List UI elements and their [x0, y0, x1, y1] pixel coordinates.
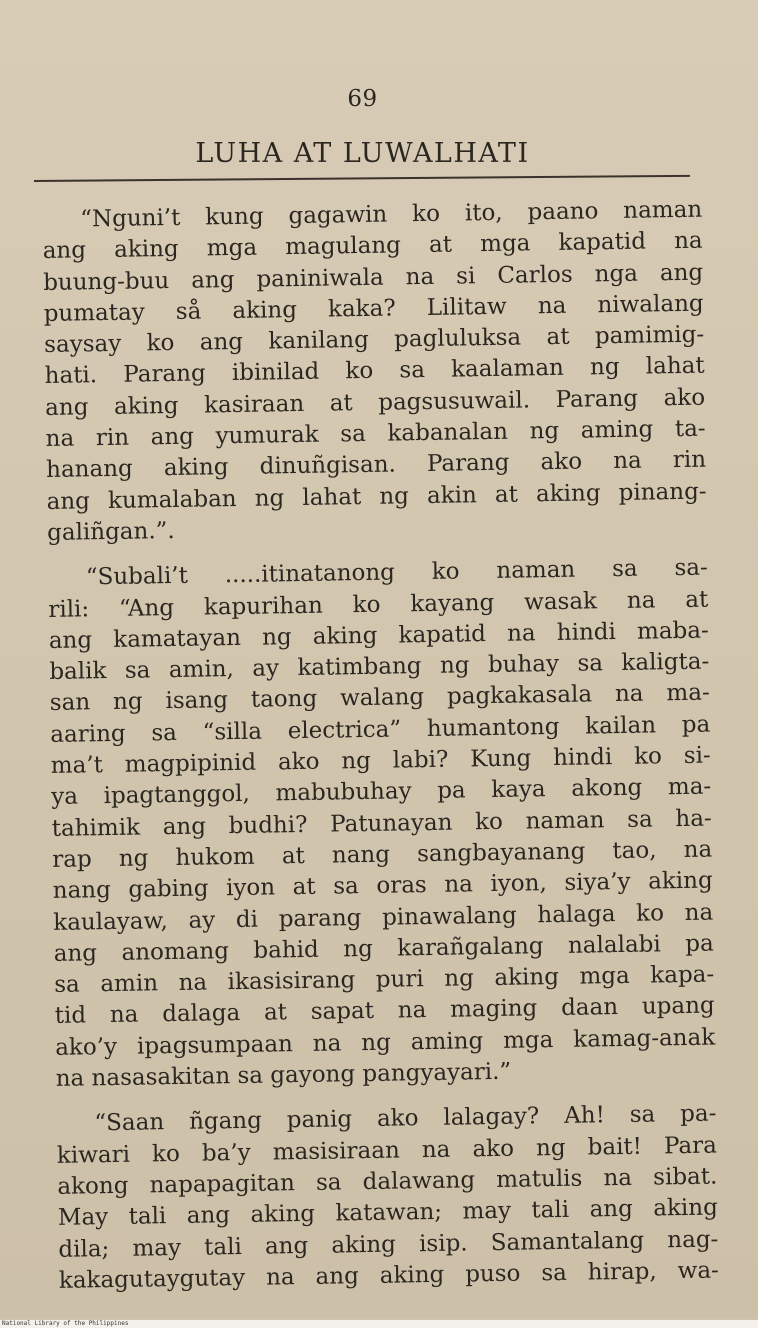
text-line: kaulayaw, ay di parang pinawalang halaga ko na	[53, 899, 714, 936]
text-line: ang kamatayan ng aking kapatid na hindi maba-	[48, 617, 709, 654]
text-line: tahimik ang budhi? Patunayan ko naman sa ha-	[51, 805, 712, 842]
text-line: buung-buu ang paniniwala na si Carlos nga ang	[43, 259, 704, 296]
library-credit: National Library of the Philippines	[0, 1320, 758, 1328]
text-line: “Saan ñgang panig ako lalagay? Ah! sa pa-	[94, 1100, 717, 1137]
text-line: ya ipagtanggol, mabubuhay pa kaya akong ma-	[51, 773, 712, 811]
paragraph-1	[42, 195, 707, 550]
body-text	[42, 195, 719, 1311]
text-line: kiwari ko ba’y masisiraan na ako ng bait! Para	[56, 1132, 718, 1169]
text-line: na nasasakitan sa gayong pangyayari.”	[55, 1058, 512, 1092]
text-line: “Subali’t .....itinatanong ko naman sa sa-	[85, 554, 708, 591]
text-line: san ng isang taong walang pagkakasala na ma-	[49, 680, 710, 717]
text-line: rili: “Ang kapurihan ko kayang wasak na at	[48, 586, 709, 623]
text-line: dila; may tali ang aking isip. Samantalang nag-	[58, 1226, 719, 1263]
text-line: galiñgan.”.	[46, 517, 175, 546]
text-line: pumatay så aking kaka? Lilitaw na niwalang	[43, 290, 704, 327]
text-line: akong napapagitan sa dalawang matulis na sibat.	[57, 1163, 718, 1200]
text-line: hati. Parang ibinilad ko sa kaalaman ng lahat	[44, 353, 705, 390]
text-line: “Nguni’t kung gagawin ko ito, paano naman	[80, 196, 703, 233]
text-line: nang gabing iyon at sa oras na iyon, siya’y aking	[52, 867, 713, 905]
paragraph-2	[48, 553, 716, 1095]
paragraph-3	[56, 1099, 719, 1297]
text-line: rap ng hukom at nang sangbayanang tao, na	[52, 836, 713, 873]
text-line: saysay ko ang kanilang pagluluksa at pamimig-	[43, 321, 705, 359]
text-line: kakagutaygutay na ang aking puso sa hirap, wa-	[58, 1257, 720, 1294]
text-line: ma’t magpipinid ako ng labi? Kung hindi ko si-	[50, 742, 711, 779]
text-line: ang aking mga magulang at mga kapatid na	[42, 227, 703, 265]
text-line: hanang aking dinuñgisan. Parang ako na rin	[45, 446, 707, 484]
running-title: LUHA AT LUWALHATI	[195, 138, 530, 169]
text-line: balik sa amin, ay katimbang ng buhay sa kaligta-	[49, 648, 710, 686]
text-line: ang aking kasiraan at pagsusuwail. Parang ako	[44, 384, 706, 421]
header-rule	[34, 175, 690, 182]
text-line: ang anomang bahid ng karañgalang nalalabi pa	[53, 930, 714, 967]
text-line: sa amin na ikasisirang puri ng aking mga kapa-	[54, 961, 715, 999]
text-line: ang kumalaban ng lahat ng akin at aking pinang-	[46, 478, 707, 515]
text-line: aaring sa “silla electrica” humantong kailan pa	[50, 711, 711, 748]
text-line: na rin ang yumurak sa kabanalan ng aming ta-	[45, 415, 706, 453]
text-line: May tali ang aking katawan; may tali ang aking	[57, 1194, 719, 1232]
page-number: 69	[347, 86, 378, 112]
text-line: tid na dalaga at sapat na maging daan upang	[54, 992, 715, 1030]
text-line: ako’y ipagsumpaan na ng aming mga kamag-anak	[55, 1024, 716, 1061]
